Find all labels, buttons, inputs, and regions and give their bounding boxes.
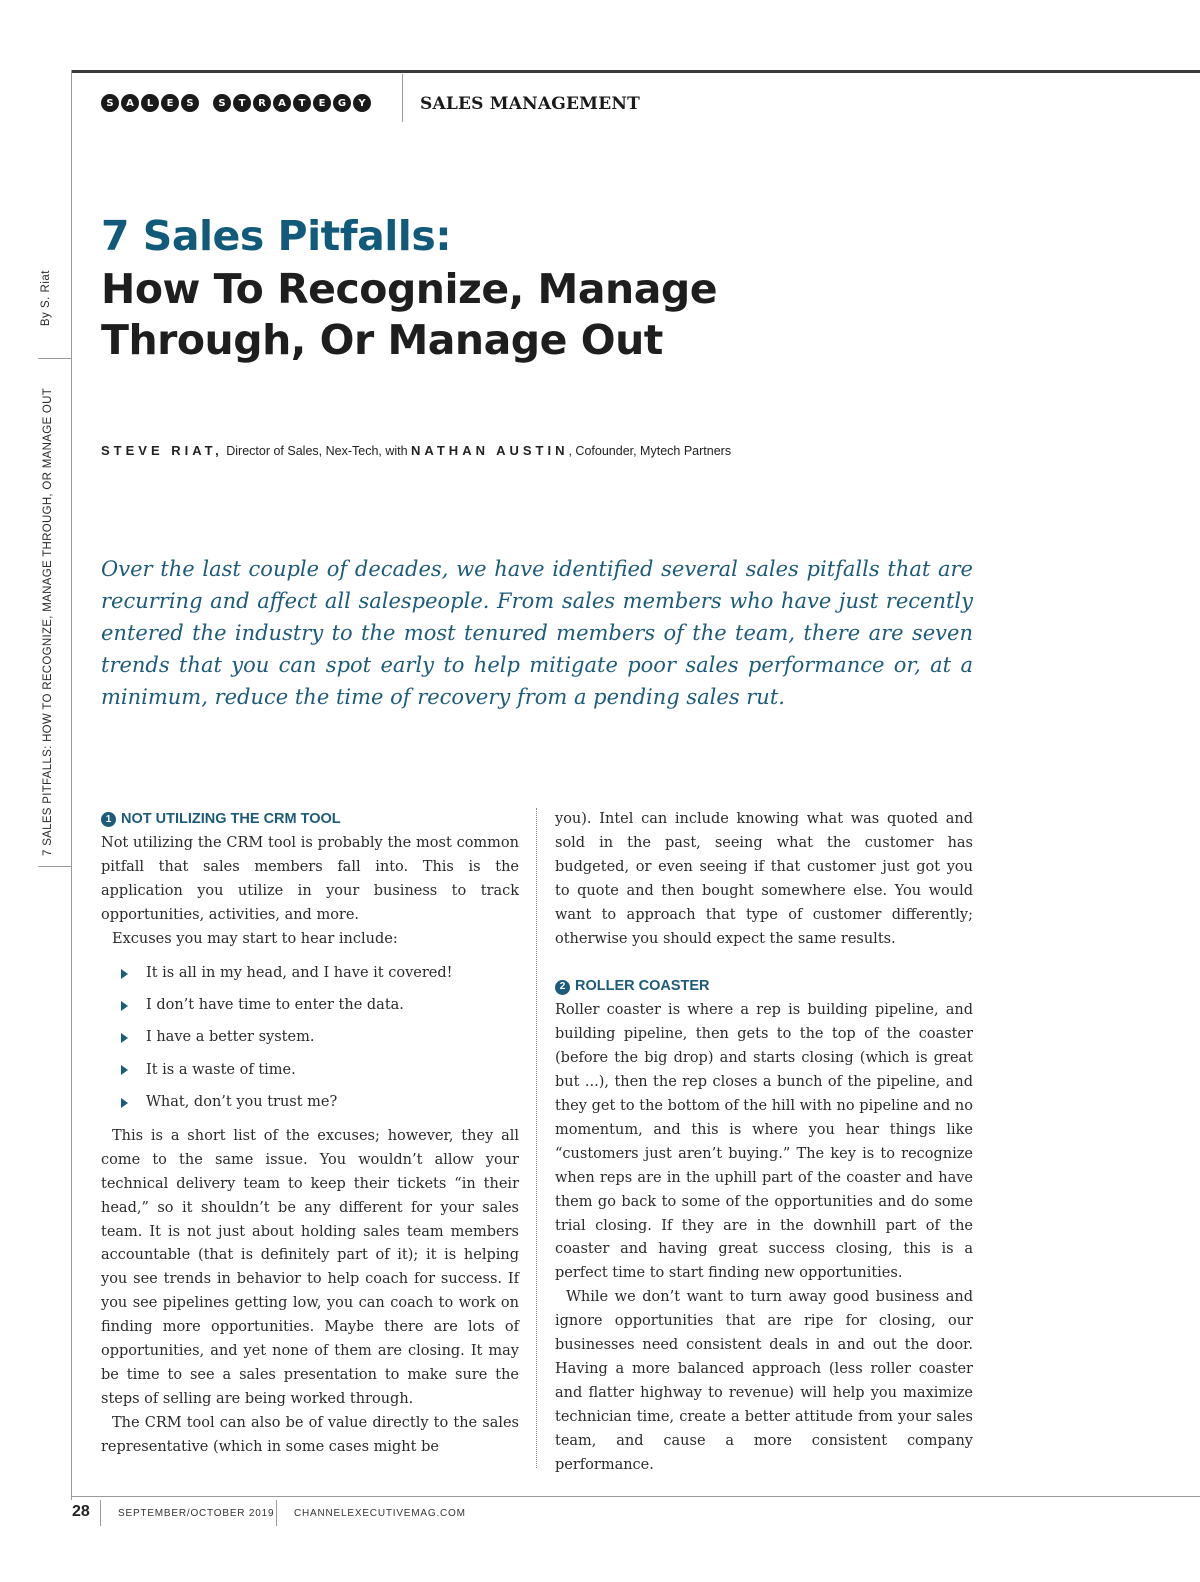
sidebar-tick bbox=[38, 866, 72, 867]
section-letter: E bbox=[313, 94, 331, 112]
section-2-number: 2 bbox=[555, 980, 570, 995]
list-item: What, don’t you trust me? bbox=[101, 1087, 519, 1119]
footer-divider bbox=[276, 1500, 277, 1526]
column-divider bbox=[536, 808, 537, 1468]
sidebar-running-title: 7 SALES PITFALLS: HOW TO RECOGNIZE, MANAGE THROUGH, OR MANAGE OUT bbox=[42, 387, 54, 856]
triangle-bullet-icon bbox=[121, 969, 128, 979]
footer-rule bbox=[71, 1496, 1200, 1497]
paragraph: While we don’t want to turn away good business and ignore opportunities that are ripe for closing, our businesses need consistent deals in and out the door. Having a more balanced approach (less roller coaster and flatter highway to revenue) will help you maximize technician time, create a better attitude from your sales team, and cause a more consistent company performance. bbox=[555, 1289, 973, 1473]
website: CHANNELEXECUTIVEMAG.COM bbox=[294, 1508, 466, 1519]
section-letter: T bbox=[293, 94, 311, 112]
section-label-sales bbox=[101, 94, 199, 112]
triangle-bullet-icon bbox=[121, 1001, 128, 1011]
section-letter: A bbox=[273, 94, 291, 112]
page-number: 28 bbox=[72, 1503, 90, 1520]
paragraph: Excuses you may start to hear include: bbox=[112, 930, 398, 947]
top-rule bbox=[71, 70, 1200, 73]
paragraph: The CRM tool can also be of value directly to the sales representative (which in some cases might be bbox=[101, 1414, 519, 1455]
triangle-bullet-icon bbox=[121, 1098, 128, 1108]
footer-divider bbox=[100, 1500, 101, 1526]
article-title: 7 Sales Pitfalls: bbox=[101, 212, 452, 260]
author-2-name: NATHAN AUSTIN bbox=[411, 443, 569, 458]
paragraph: This is a short list of the excuses; however, they all come to the same issue. You wouldn’t allow your technical delivery team to keep their tickets “in their head,” so it shouldn’t be any different for your sales team. It is not just about holding sales team members accountable (that is definitely part of it); it is helping you see trends in behavior to help coach for success. If you see pipelines getting low, you can coach to work on finding more opportunities. Maybe there are lots of opportunities, and yet none of them are closing. It may be time to see a sales presentation to make sure the steps of selling are being worked through. bbox=[101, 1127, 519, 1407]
section-letter: E bbox=[161, 94, 179, 112]
section-letter: R bbox=[253, 94, 271, 112]
left-margin-rule bbox=[71, 70, 72, 1500]
body-column-right bbox=[555, 808, 973, 1477]
section-letter: S bbox=[101, 94, 119, 112]
issue-date: SEPTEMBER/OCTOBER 2019 bbox=[118, 1508, 275, 1519]
excuses-list bbox=[101, 957, 519, 1118]
section-letter: S bbox=[213, 94, 231, 112]
sidebar-author: By S. Riat bbox=[40, 270, 52, 327]
list-item: I have a better system. bbox=[101, 1022, 519, 1054]
article-subtitle: How To Recognize, Manage Through, Or Manage Out bbox=[101, 265, 718, 364]
section-letter: G bbox=[333, 94, 351, 112]
section-2-title: ROLLER COASTER bbox=[575, 978, 710, 995]
author-1-role: Director of Sales, Nex-Tech, with bbox=[222, 444, 412, 458]
byline bbox=[101, 443, 731, 458]
paragraph: Not utilizing the CRM tool is probably the most common pitfall that sales members fall into. This is the application you utilize in your business to track opportunities, activities, and more. bbox=[101, 834, 519, 923]
section-label bbox=[101, 94, 371, 112]
list-item: I don’t have time to enter the data. bbox=[101, 990, 519, 1022]
section-2-heading bbox=[555, 975, 973, 999]
list-item: It is all in my head, and I have it covered! bbox=[101, 957, 519, 989]
author-1-name: STEVE RIAT, bbox=[101, 443, 223, 458]
section-1-heading bbox=[101, 808, 519, 832]
section-letter: Y bbox=[353, 94, 371, 112]
header-divider bbox=[402, 74, 403, 122]
triangle-bullet-icon bbox=[121, 1033, 128, 1043]
list-item: It is a waste of time. bbox=[101, 1054, 519, 1086]
paragraph: you). Intel can include knowing what was quoted and sold in the past, seeing what the customer has budgeted, or even seeing if that customer just got you to quote and then bought somewhere else. You would want to approach that type of customer differently; otherwise you should expect the same results. bbox=[555, 811, 973, 947]
section-letter: L bbox=[141, 94, 159, 112]
body-column-left bbox=[101, 808, 519, 1460]
section-letter: A bbox=[121, 94, 139, 112]
section-letter: T bbox=[233, 94, 251, 112]
author-2-role: , Cofounder, Mytech Partners bbox=[568, 444, 732, 458]
section-letter: S bbox=[181, 94, 199, 112]
paragraph: Roller coaster is where a rep is building pipeline, and building pipeline, then gets to the top of the coaster (before the big drop) and starts closing (which is great but ...), then the rep closes a bunch of the pipeline, and they get to the bottom of the hill with no pipeline and no momentum, and this is where you hear things like “customers just aren’t buying.” The key is to recognize when reps are in the uphill part of the coaster and have them go back to some of the opportunities and do some trial closing. If they are in the downhill part of the coaster and having great success closing, this is a perfect time to start finding new opportunities. bbox=[555, 1002, 973, 1282]
section-label-strategy bbox=[213, 94, 371, 112]
lede-paragraph: Over the last couple of decades, we have identified several sales pitfalls that are recurring and affect all salespeople. From sales members who have just recently entered the industry to the most tenured members of the team, there are seven trends that you can spot early to help mitigate poor sales performance or, at a minimum, reduce the time of recovery from a pending sales rut. bbox=[101, 557, 973, 709]
section-1-number: 1 bbox=[101, 812, 116, 827]
triangle-bullet-icon bbox=[121, 1065, 128, 1075]
department-label: SALES MANAGEMENT bbox=[420, 94, 640, 114]
section-1-title: NOT UTILIZING THE CRM TOOL bbox=[121, 811, 341, 827]
